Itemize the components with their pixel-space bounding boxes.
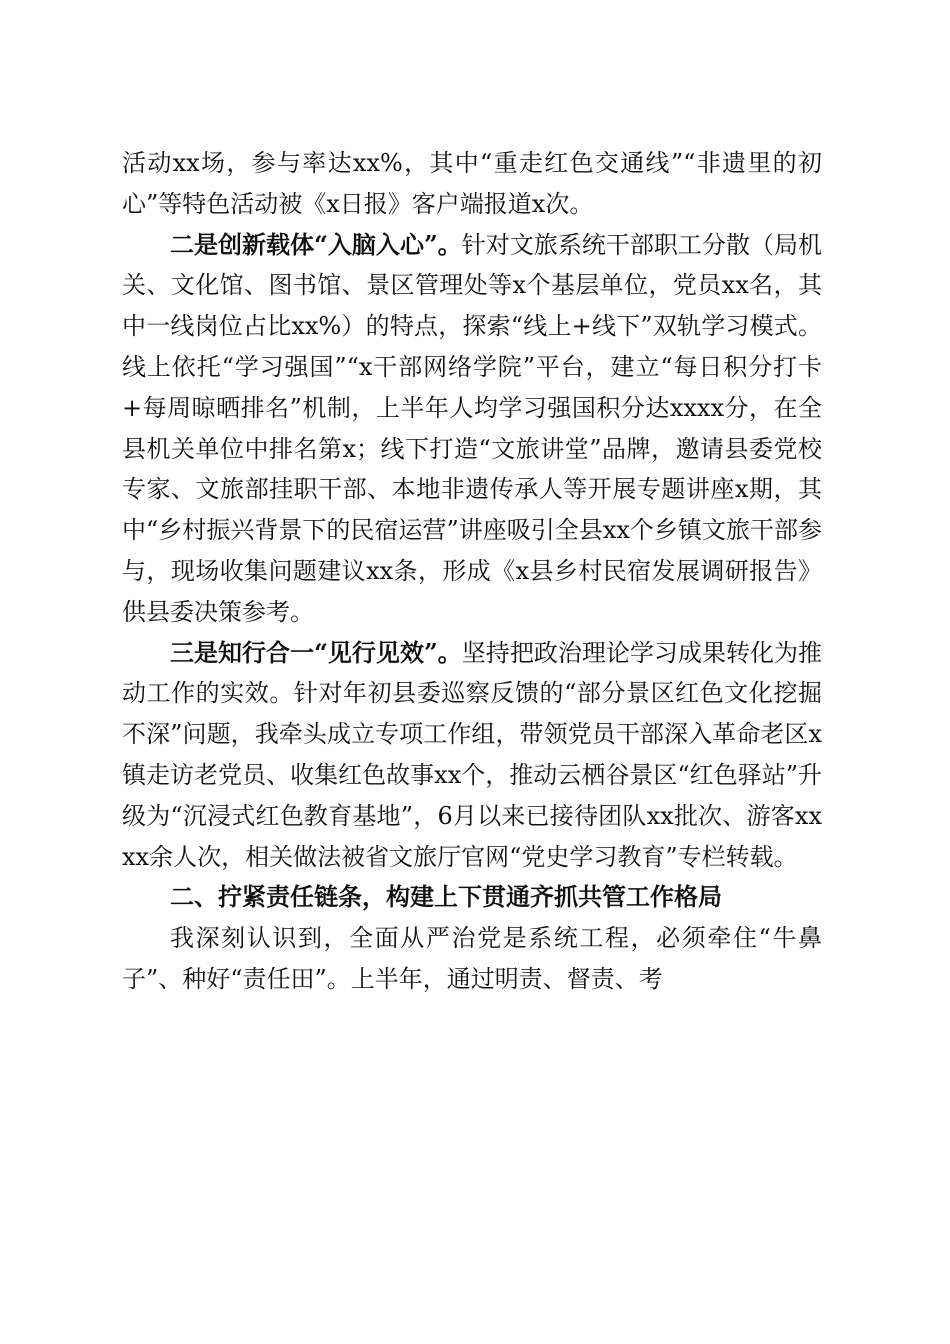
paragraph-lead-innovation: 二是创新载体“入脑入心”。 bbox=[170, 229, 462, 259]
paragraph-knowledge-action bbox=[122, 633, 822, 878]
paragraph-body-knowledge-action: 坚持把政治理论学习成果转化为推动工作的实效。针对年初县委巡察反馈的“部分景区红色文化挖掘不深”问题，我牵头成立专项工作组，带领党员干部深入革命老区x镇走访老党员、收集红色故事xx个，推动云栖谷景区“红色驿站”升级为“沉浸式红色教育基地”，6月以来已接待团队xx批次、游客xxxx余人次，相关做法被省文旅厅官网“党史学习教育”专栏转载。 bbox=[122, 638, 822, 871]
paragraph-responsibility-intro: 我深刻认识到，全面从严治党是系统工程，必须牵住“牛鼻子”、种好“责任田”。上半年，通过明责、督责、考 bbox=[122, 924, 822, 993]
paragraph-activities-continued: 活动xx场，参与率达xx%，其中“重走红色交通线”“非遗里的初心”等特色活动被《x日报》客户端报道x次。 bbox=[122, 149, 822, 218]
paragraph-innovation-carrier bbox=[122, 225, 822, 633]
paragraph-body-innovation: 针对文旅系统干部职工分散（局机关、文化馆、图书馆、景区管理处等x个基层单位，党员xx名，其中一线岗位占比xx%）的特点，探索“线上+线下”双轨学习模式。线上依托“学习强国”“x干部网络学院”平台，建立“每日积分打卡+每周晾晒排名”机制，上半年人均学习强国积分达xxxx分，在全县机关单位中排名第x；线下打造“文旅讲堂”品牌，邀请县委党校专家、文旅部挂职干部、本地非遗传承人等开展专题讲座x期，其中“乡村振兴背景下的民宿运营”讲座吸引全县xx个乡镇文旅干部参与，现场收集问题建议xx条，形成《x县乡村民宿发展调研报告》供县委决策参考。 bbox=[122, 230, 822, 626]
document-body bbox=[122, 143, 822, 1000]
section-heading-responsibility: 二、拧紧责任链条，构建上下贯通齐抓共管工作格局 bbox=[170, 883, 722, 912]
paragraph-lead-knowledge-action: 三是知行合一“见行见效”。 bbox=[170, 637, 462, 667]
